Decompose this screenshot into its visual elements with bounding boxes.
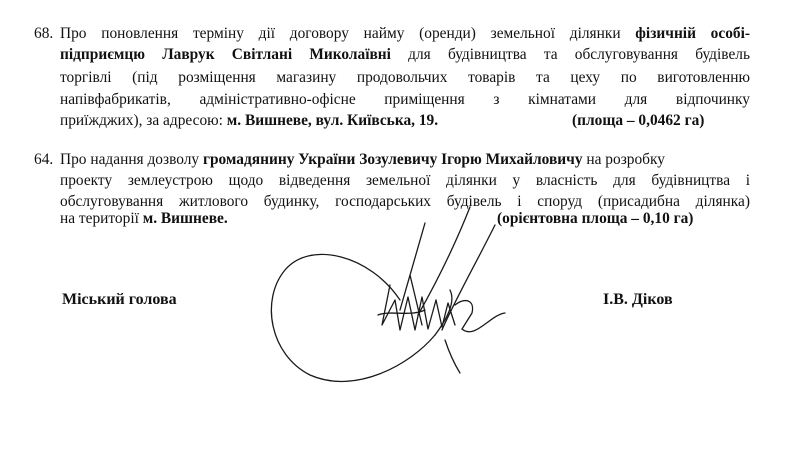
text-run: проекту землеустрою щодо відведення земельної ділянки у власність для будівництва і (60, 172, 750, 189)
text-run: приїжджих), за адресою: (60, 112, 227, 129)
bold-text-run: м. Вишневе, вул. Київська, 19. (226, 112, 439, 129)
official-title: Міський голова (62, 291, 177, 308)
official-name: І.В. Діков (603, 291, 673, 308)
item-number: 64. (34, 151, 54, 168)
text-run: торгівлі (під розміщення магазину продовольчих товарів та цеху по виготовленню (60, 69, 750, 86)
bold-text-run: фізичній особі- (635, 25, 750, 42)
text-run: на території (60, 210, 143, 227)
handwritten-signature (250, 205, 570, 395)
item-line (60, 209, 228, 229)
item-line (60, 90, 750, 110)
item-line (60, 171, 750, 191)
item-line (60, 45, 750, 65)
area-value: (орієнтовна площа – 0,10 га) (497, 210, 694, 227)
item-line (60, 111, 438, 131)
item-line (60, 68, 750, 88)
text-run: Про надання дозволу (60, 151, 203, 168)
item-line (60, 24, 750, 44)
item-line (60, 150, 665, 170)
bold-text-run: громадянину України Зозулевичу Ігорю Михайловичу (202, 151, 583, 168)
bold-text-run: м. Вишневе. (142, 210, 228, 227)
text-run: для будівництва та обслуговування будівель (390, 46, 750, 63)
text-run: на розробку (582, 151, 665, 168)
item-number: 68. (34, 25, 54, 42)
text-run: напівфабрикатів, адміністративно-офісне приміщення з кімнатами для відпочинку (60, 91, 750, 108)
text-run: обслуговування житлового будинку, господарських будівель і споруд (присадибна ділянка) (60, 193, 750, 210)
text-run: Про поновлення терміну дії договору найму (оренди) земельної ділянки (60, 25, 636, 42)
bold-text-run: підприємцю Лаврук Світлані Миколаївні (60, 46, 391, 63)
area-value: (площа – 0,0462 га) (572, 112, 705, 129)
